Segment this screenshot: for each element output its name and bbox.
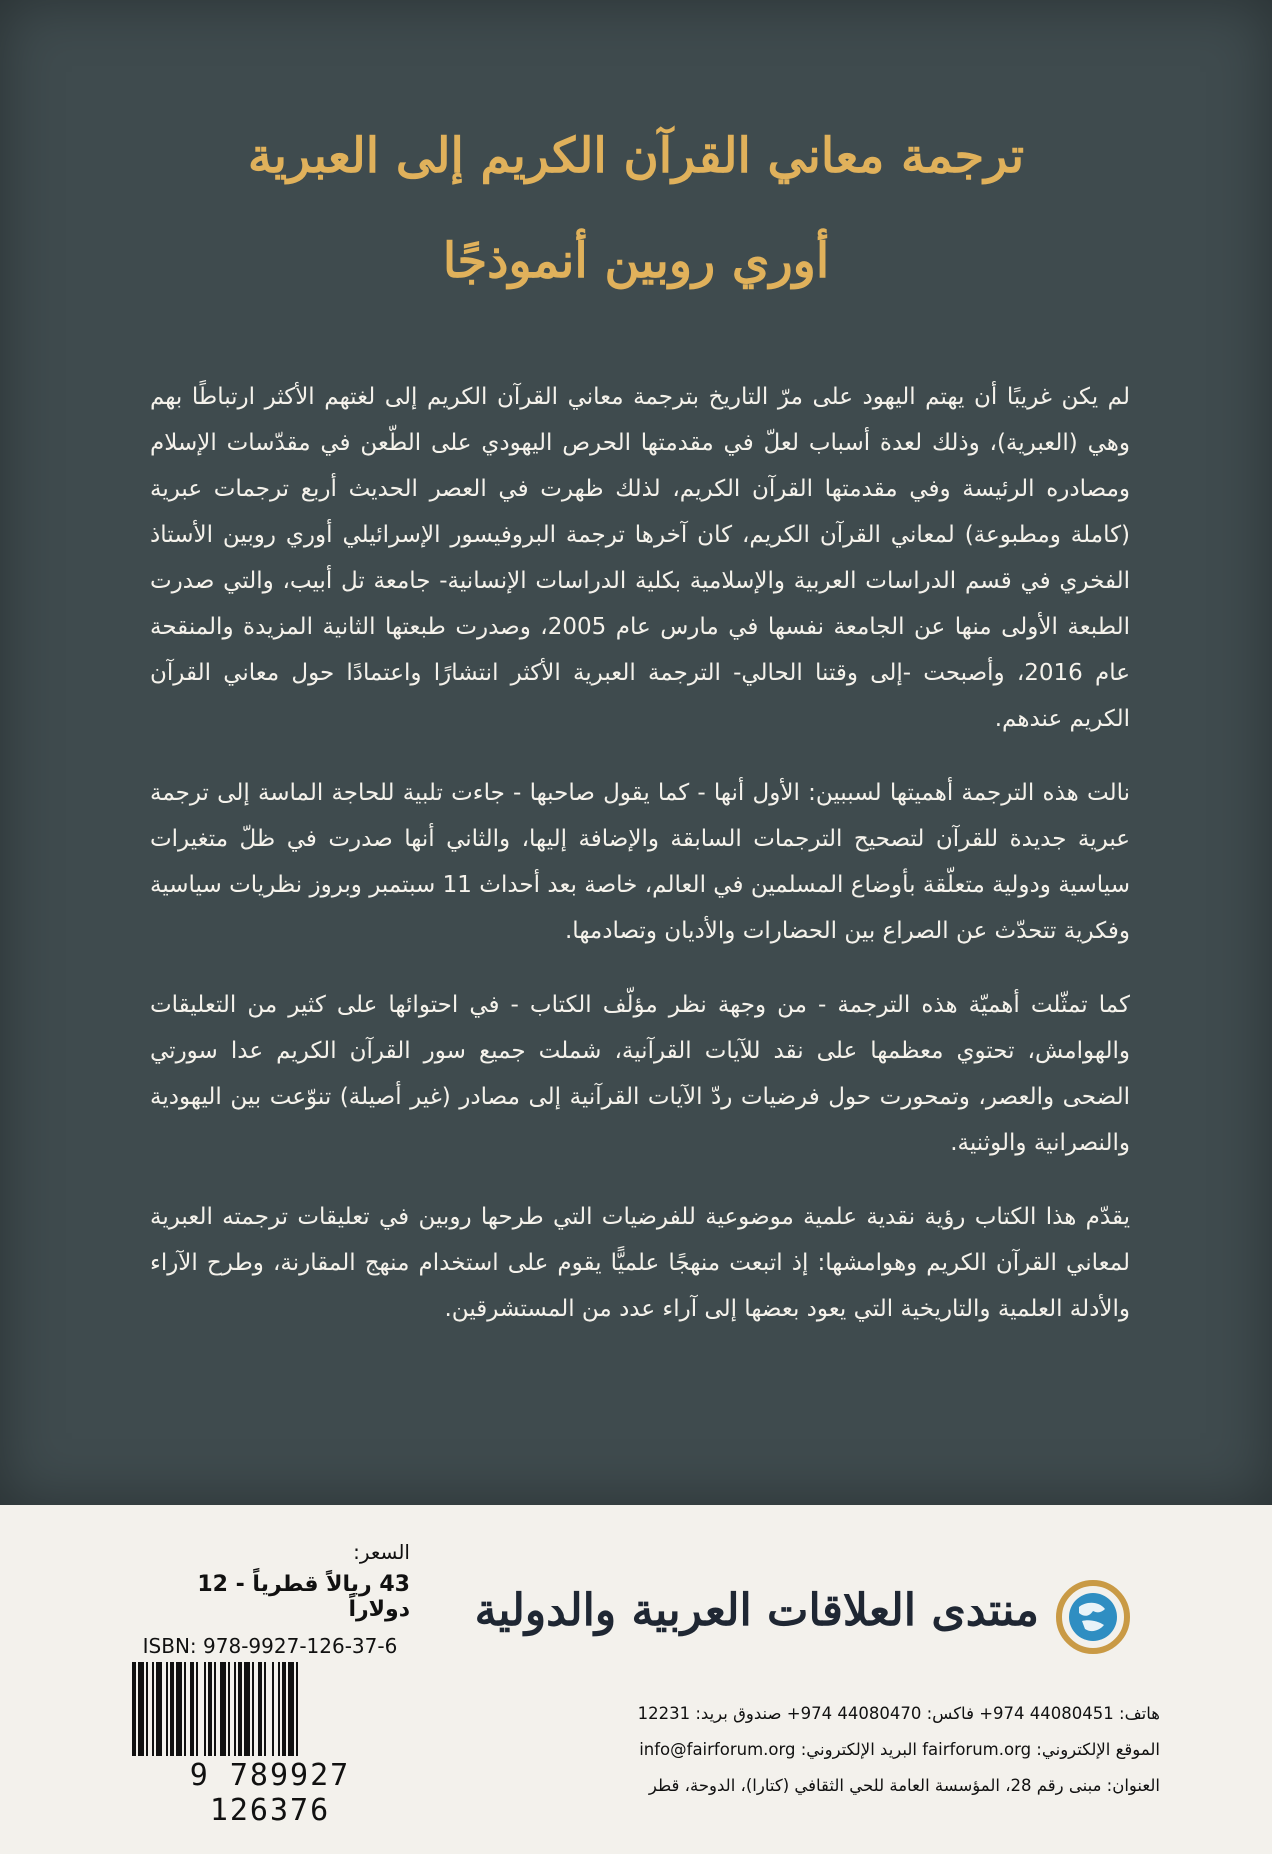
book-subtitle: أوري روبين أنموذجًا <box>442 233 830 289</box>
price-label: السعر: <box>353 1540 410 1564</box>
publisher-logo <box>474 1575 1135 1645</box>
synopsis-paragraph: نالت هذه الترجمة أهميتها لسببين: الأول أنها - كما يقول صاحبها - جاءت تلبية للحاجة الماسة إلى ترجمة عبرية جديدة للقرآن لتصحيح الترجمات السابقة والإضافة إليها، والثاني أنها صدرت في ظلّ متغيرات سياسية ودولية متعلّقة بأوضاع المسلمين في العالم، خاصة بعد أحداث 11 سبتمبر وبروز نظريات سياسية وفكرية تتحدّث عن الصراع بين الحضارات والأديان وتصادمها. <box>150 780 1130 944</box>
synopsis-paragraph: كما تمثّلت أهميّة هذه الترجمة - من وجهة نظر مؤلّف الكتاب - في احتوائها على كثير من التعليقات والهوامش، تحتوي معظمها على نقد للآيات القرآنية، شملت جميع سور القرآن الكريم عدا سورتي الضحى والعصر، وتمحورت حول فرضيات ردّ الآيات القرآنية إلى مصادر (غير أصيلة) تنوّعت بين اليهودية والنصرانية والوثنية. <box>150 992 1130 1156</box>
price-value: 43 ريالاً قطرياً - 12 دولاراً <box>197 1572 410 1622</box>
price-block <box>130 1540 410 1622</box>
contact-address: العنوان: مبنى رقم 28، المؤسسة العامة للحي الثقافي (كتارا)، الدوحة، قطر <box>648 1776 1160 1795</box>
synopsis-paragraph: لم يكن غريبًا أن يهتم اليهود على مرّ التاريخ بترجمة معاني القرآن الكريم إلى لغتهم الأكثر ارتباطًا بهم وهي (العبرية)، وذلك لعدة أسباب لعلّ في مقدمتها الحرص اليهودي على الطّعن في مقدّسات الإسلام ومصادره الرئيسة وفي مقدمتها القرآن الكريم، لذلك ظهرت في العصر الحديث أربع ترجمات عبرية (كاملة ومطبوعة) لمعاني القرآن الكريم، كان آخرها ترجمة البروفيسور الإسرائيلي أوري روبين الأستاذ الفخري في قسم الدراسات العربية والإسلامية بكلية الدراسات الإنسانية- جامعة تل أبيب، والتي صدرت الطبعة الأولى منها عن الجامعة نفسها في مارس عام 2005، وصدرت طبعتها الثانية المزيدة والمنقحة عام 2016، وأصبحت -إلى وقتنا الحالي- الترجمة العبرية الأكثر انتشارًا واعتمادًا حول معاني القرآن الكريم عندهم. <box>150 384 1130 732</box>
barcode <box>132 1662 302 1756</box>
barcode-number: 9 789927 126376 <box>189 1758 351 1828</box>
book-title: ترجمة معاني القرآن الكريم إلى العبرية <box>247 128 1025 184</box>
synopsis-paragraph: يقدّم هذا الكتاب رؤية نقدية علمية موضوعية للفرضيات التي طرحها روبين في تعليقات ترجمته العبرية لمعاني القرآن الكريم وهوامشها: إذ اتبعت منهجًا علميًّا يقوم على استخدام منهج المقارنة، وطرح الآراء والأدلة العلمية والتاريخية التي يعود بعضها إلى آراء عدد من المستشرقين. <box>150 1204 1130 1322</box>
publisher-name: منتدى العلاقات العربية والدولية <box>474 1585 1039 1636</box>
contact-web: الموقع الإلكتروني: fairforum.org البريد الإلكتروني: info@fairforum.org <box>639 1740 1160 1759</box>
isbn-label: ISBN: 978-9927-126-37-6 <box>142 1634 398 1658</box>
contact-phone: هاتف: 44080451 974+ فاكس: 44080470 974+ صندوق بريد: 12231 <box>637 1704 1160 1723</box>
globe-icon <box>1051 1575 1135 1659</box>
synopsis <box>150 374 1130 1360</box>
contact-info <box>600 1696 1160 1804</box>
